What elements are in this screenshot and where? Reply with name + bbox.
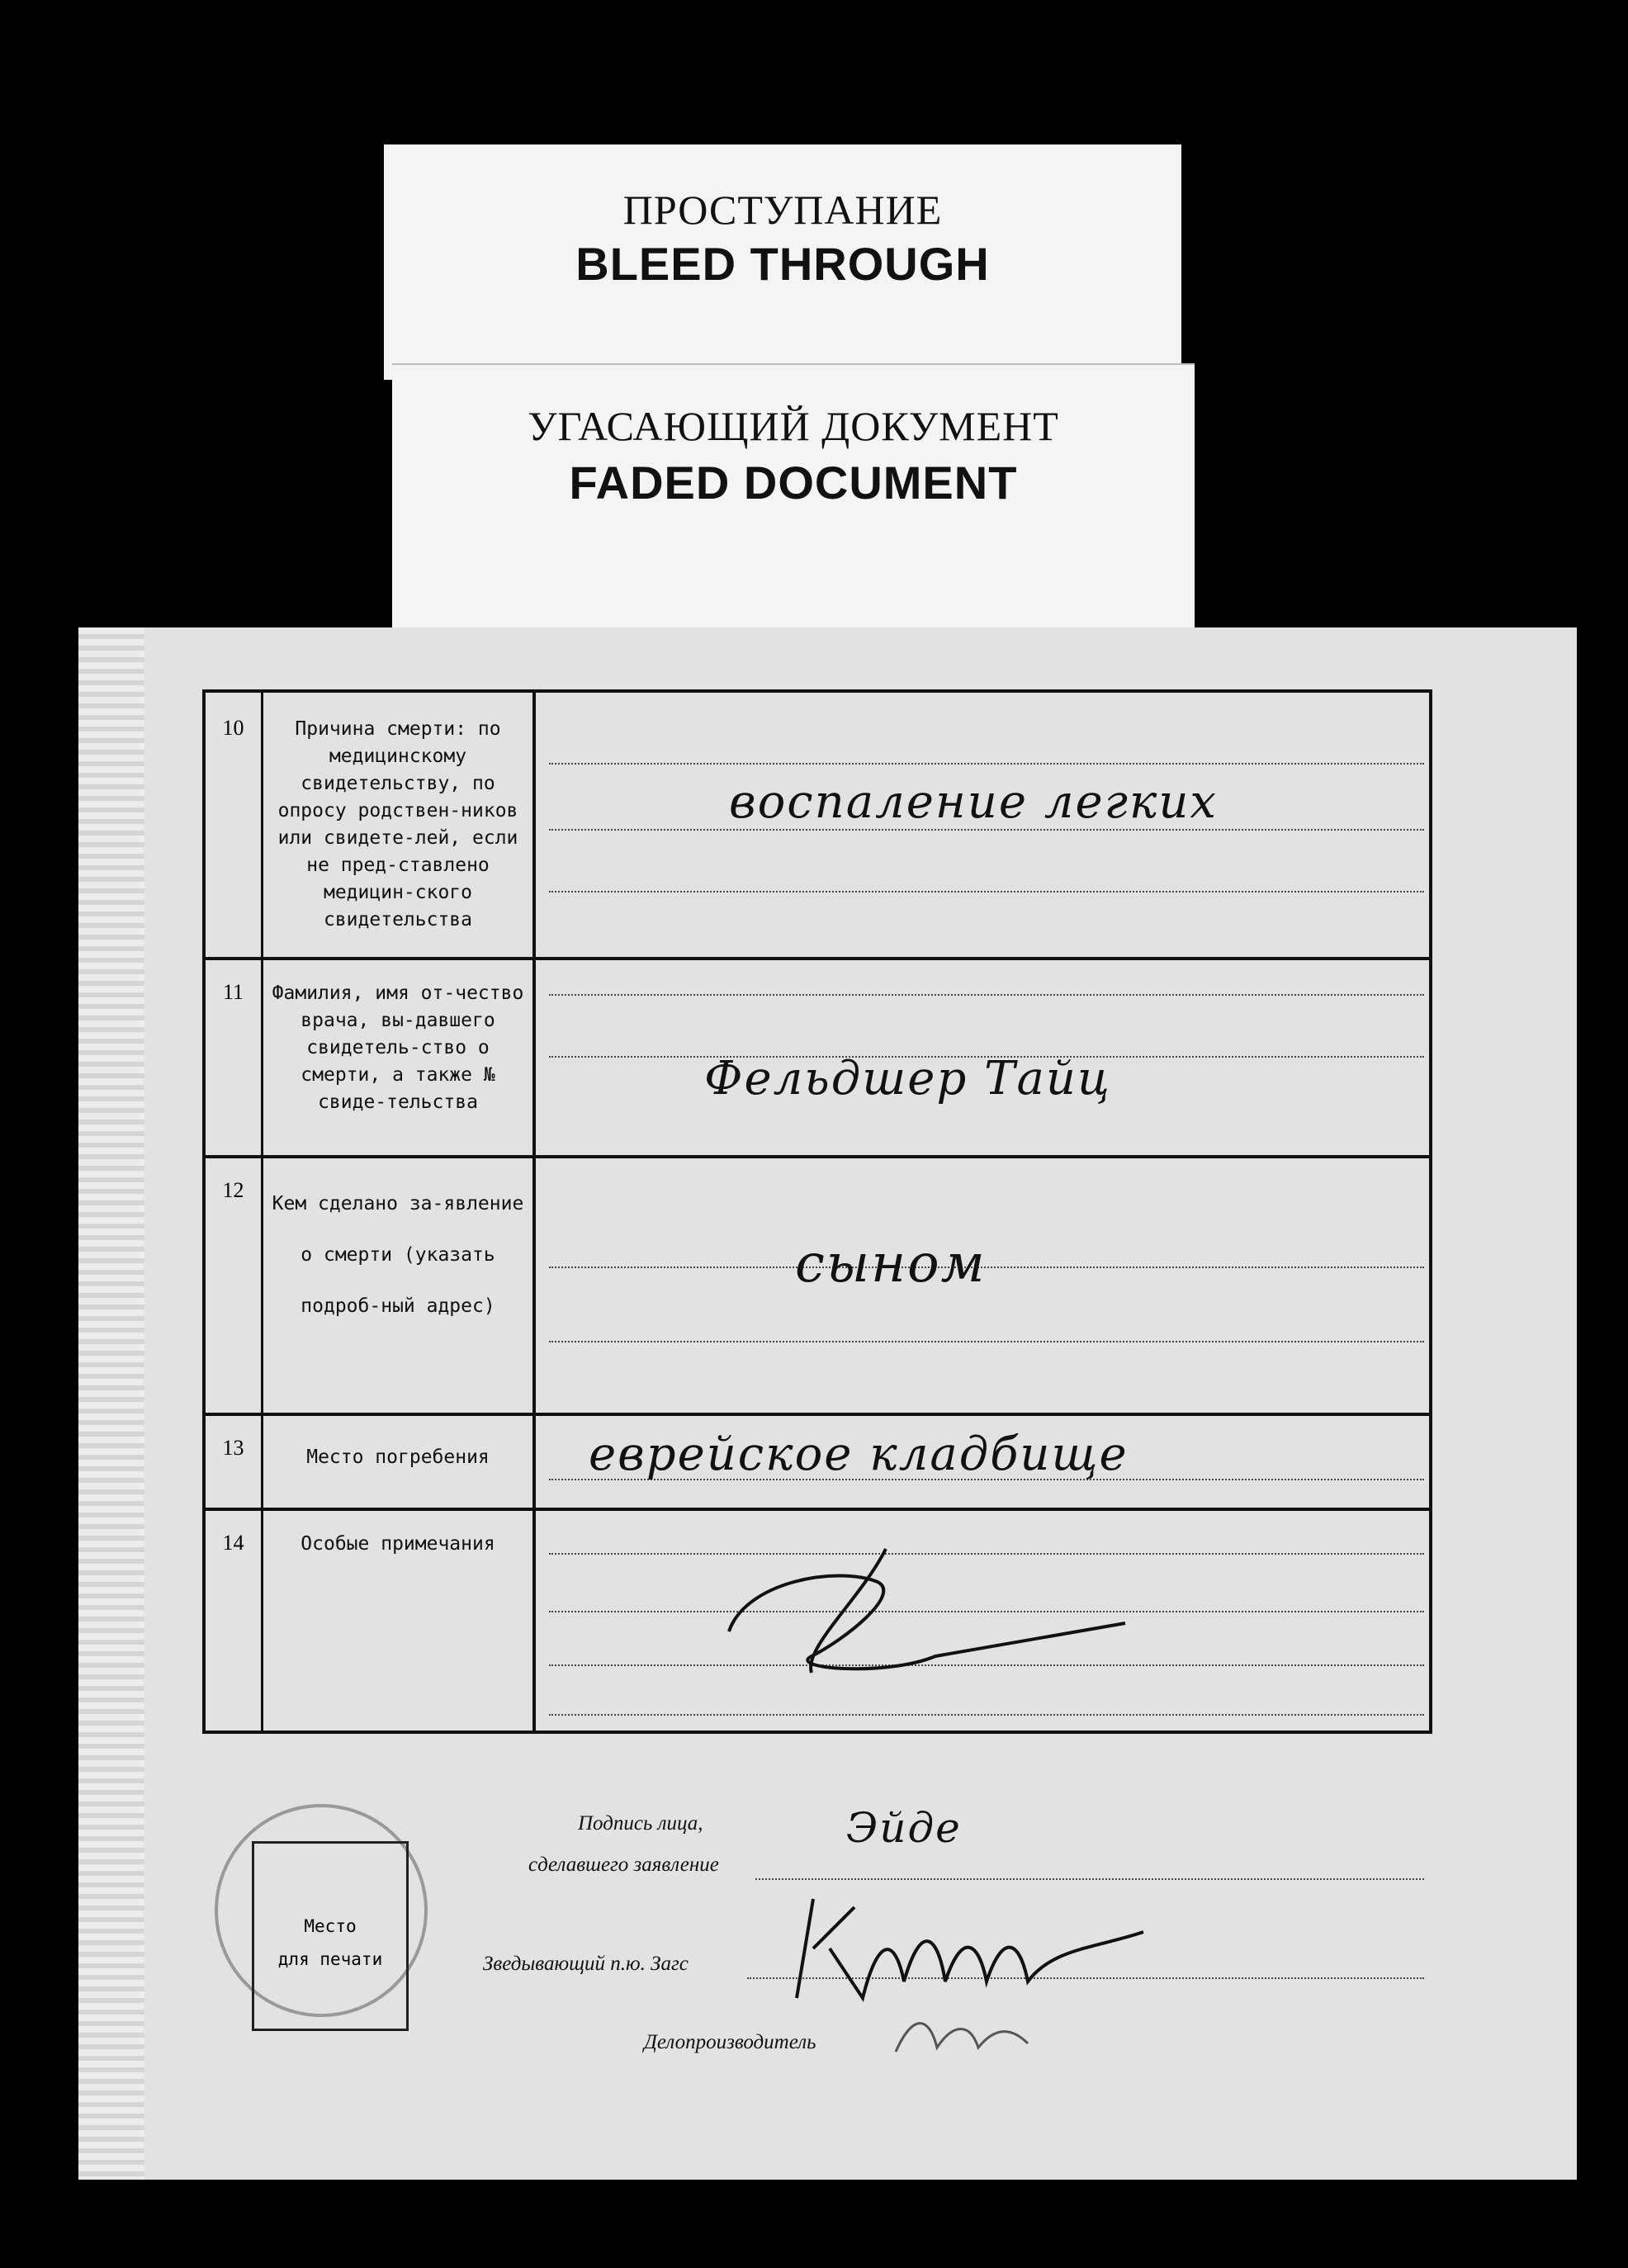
registrar-head-label: Зведывающий п.ю. Загс xyxy=(483,1953,689,1975)
dotted-line xyxy=(549,891,1424,893)
stamp-placeholder-box xyxy=(252,1841,409,2031)
stamp-label-line-1: Место xyxy=(304,1916,357,1936)
faded-document-ru: УГАСАЮЩИЙ ДОКУМЕНТ xyxy=(528,403,1059,449)
declarant-signature-line xyxy=(755,1878,1424,1880)
handwritten-declarant: сыном xyxy=(795,1233,987,1295)
row-number: 13 xyxy=(206,1413,263,1508)
row-value-cell xyxy=(539,957,1429,1155)
clerk-label: Делопроизводитель xyxy=(644,2031,816,2053)
row-11 xyxy=(206,957,1429,1158)
dotted-line xyxy=(549,829,1424,831)
row-12 xyxy=(206,1155,1429,1416)
row-13 xyxy=(206,1413,1429,1511)
registrar-signature xyxy=(780,1882,1160,2015)
clerk-signature xyxy=(887,2006,1053,2064)
row-value-cell xyxy=(539,1155,1429,1413)
dotted-line xyxy=(549,1341,1424,1342)
faded-document-en: FADED DOCUMENT xyxy=(569,457,1018,509)
handwritten-burial-place: еврейское кладбище xyxy=(589,1428,1129,1481)
torn-perforated-edge xyxy=(78,627,144,2180)
faded-document-card xyxy=(392,363,1195,633)
signature-section xyxy=(202,1734,1432,2064)
row-label: Место погребения xyxy=(263,1413,536,1508)
stamp-label-line-2: для печати xyxy=(277,1949,383,1969)
bleed-through-card xyxy=(384,144,1181,380)
row-number: 12 xyxy=(206,1155,263,1413)
row-label: Особые примечания xyxy=(263,1508,536,1731)
row-value-cell xyxy=(539,1508,1429,1731)
row-value-cell xyxy=(539,693,1429,957)
row-value-cell xyxy=(539,1413,1429,1508)
bleed-through-en: BLEED THROUGH xyxy=(575,238,990,290)
row-number: 11 xyxy=(206,957,263,1155)
row-14 xyxy=(206,1508,1429,1731)
bleed-through-ru: ПРОСТУПАНИЕ xyxy=(622,187,943,233)
death-record-sheet xyxy=(78,627,1577,2180)
row-number: 10 xyxy=(206,693,263,957)
row-label: Фамилия, имя от-чество врача, вы-давшего свидетель-ство о смерти, а также № свиде-тельства xyxy=(263,957,536,1155)
row-10 xyxy=(206,693,1429,960)
handwritten-doctor-name: Фельдшер Тайц xyxy=(704,1052,1111,1106)
dotted-line xyxy=(549,1714,1424,1716)
record-form-table xyxy=(202,689,1432,1734)
handwritten-cause-of-death: воспаление легких xyxy=(729,775,1219,829)
declarant-signature-label-2: сделавшего заявление xyxy=(528,1854,719,1876)
row-label: Кем сделано за-явление о смерти (указать подроб-ный адрес) xyxy=(263,1155,536,1413)
row-number: 14 xyxy=(206,1508,263,1731)
dotted-line xyxy=(549,994,1424,996)
declarant-signature: Эйде xyxy=(846,1804,962,1852)
dotted-line xyxy=(549,763,1424,765)
strike-out-mark xyxy=(696,1532,1142,1697)
dotted-line xyxy=(549,1267,1424,1268)
row-label: Причина смерти: по медицинскому свидетельству, по опросу родствен-ников или свидете-лей, если не пред-ставлено медицин-ского свидетельства xyxy=(263,693,536,957)
declarant-signature-label-1: Подпись лица, xyxy=(578,1812,703,1835)
